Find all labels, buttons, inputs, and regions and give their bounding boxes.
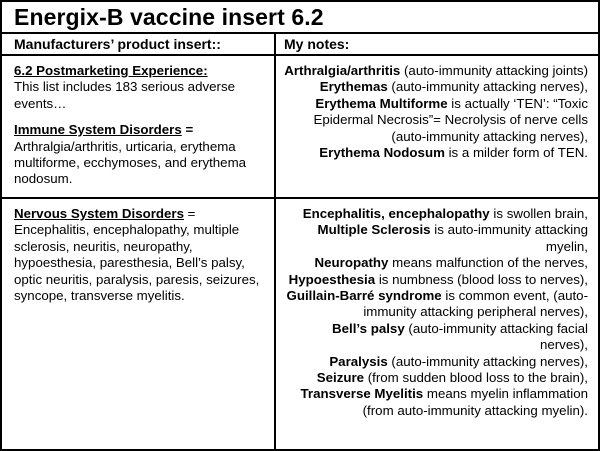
note-term: Neuropathy bbox=[314, 255, 389, 271]
nervous-heading-line bbox=[14, 206, 266, 222]
note-term: Guillain-Barré syndrome bbox=[286, 288, 442, 304]
note-text: is actually ‘TEN’: “Toxic Epidermal Necrosis”= Necrolysis of nerve cells (auto-immunity attacking nerves), bbox=[313, 95, 588, 144]
right-column-header: My notes: bbox=[284, 36, 350, 52]
note-term: Multiple Sclerosis bbox=[317, 222, 431, 238]
immune-heading-line bbox=[14, 122, 266, 138]
note-item bbox=[284, 79, 588, 95]
column-divider bbox=[274, 32, 276, 449]
note-text: is common event, (auto-immunity attacking peripheral nerves), bbox=[363, 288, 588, 320]
note-item bbox=[284, 386, 588, 419]
note-text: (auto-immunity attacking joints) bbox=[400, 63, 588, 78]
nervous-text: Encephalitis, encephalopathy, multiple sclerosis, neuritis, neuropathy, hypoesthesia, paresthesia, Bell’s palsy, optic neuritis, paralysis, paresis, seizures, syncope, transverse myelitis. bbox=[14, 222, 260, 304]
note-text: (auto-immunity attacking nerves), bbox=[387, 353, 588, 369]
title-divider bbox=[2, 32, 598, 34]
notes-section-immune bbox=[284, 63, 588, 161]
header-divider bbox=[2, 54, 598, 56]
note-term: Erythemas bbox=[319, 79, 388, 95]
note-item bbox=[284, 288, 588, 321]
postmarketing-heading: 6.2 Postmarketing Experience: bbox=[14, 63, 208, 78]
note-text: means myelin inflammation (from auto-immunity attacking myelin). bbox=[362, 386, 588, 418]
note-term: Encephalitis, encephalopathy bbox=[302, 206, 490, 221]
note-text: (auto-immunity attacking nerves), bbox=[387, 79, 588, 95]
note-term: Erythema Multiforme bbox=[315, 95, 448, 111]
note-text: is auto-immunity attacking myelin, bbox=[430, 222, 588, 254]
note-text: is numbness (blood loss to nerves), bbox=[375, 271, 588, 287]
page-title: Energix-B vaccine insert 6.2 bbox=[14, 4, 324, 30]
note-term: Arthralgia/arthritis bbox=[284, 63, 401, 78]
immune-equals: = bbox=[181, 122, 194, 138]
note-term: Bell’s palsy bbox=[332, 320, 405, 336]
note-item bbox=[284, 370, 588, 386]
note-term: Erythema Nodosum bbox=[319, 145, 445, 161]
note-text: is a milder form of TEN. bbox=[444, 145, 588, 161]
immune-text: Arthralgia/arthritis, urticaria, erythema multiforme, ecchymoses, and erythema nodosum. bbox=[14, 138, 247, 187]
immune-heading: Immune System Disorders bbox=[14, 122, 182, 138]
note-item bbox=[284, 255, 588, 271]
note-item bbox=[284, 206, 588, 222]
left-column-header: Manufacturers’ product insert:: bbox=[14, 36, 221, 52]
note-text: means malfunction of the nerves, bbox=[388, 255, 588, 271]
notes-section-nervous bbox=[284, 206, 588, 419]
note-item bbox=[284, 354, 588, 370]
nervous-heading: Nervous System Disorders bbox=[14, 206, 184, 221]
postmarketing-text: This list includes 183 serious adverse events… bbox=[14, 79, 235, 111]
note-term: Hypoesthesia bbox=[288, 271, 376, 287]
insert-section-nervous bbox=[14, 206, 266, 304]
note-item bbox=[284, 272, 588, 288]
note-term: Seizure bbox=[316, 370, 365, 386]
note-item bbox=[284, 63, 588, 79]
note-text: (auto-immunity attacking facial nerves), bbox=[404, 320, 588, 353]
insert-section-postmarketing bbox=[14, 63, 266, 188]
note-term: Transverse Myelitis bbox=[300, 386, 424, 402]
note-text: is swollen brain, bbox=[489, 206, 588, 221]
note-item bbox=[284, 321, 588, 354]
note-term: Paralysis bbox=[329, 353, 388, 369]
row-divider bbox=[2, 197, 598, 199]
note-item bbox=[284, 145, 588, 161]
nervous-equals: = bbox=[183, 206, 196, 221]
note-item bbox=[284, 96, 588, 145]
note-item bbox=[284, 222, 588, 255]
note-text: (from sudden blood loss to the brain), bbox=[364, 370, 588, 386]
